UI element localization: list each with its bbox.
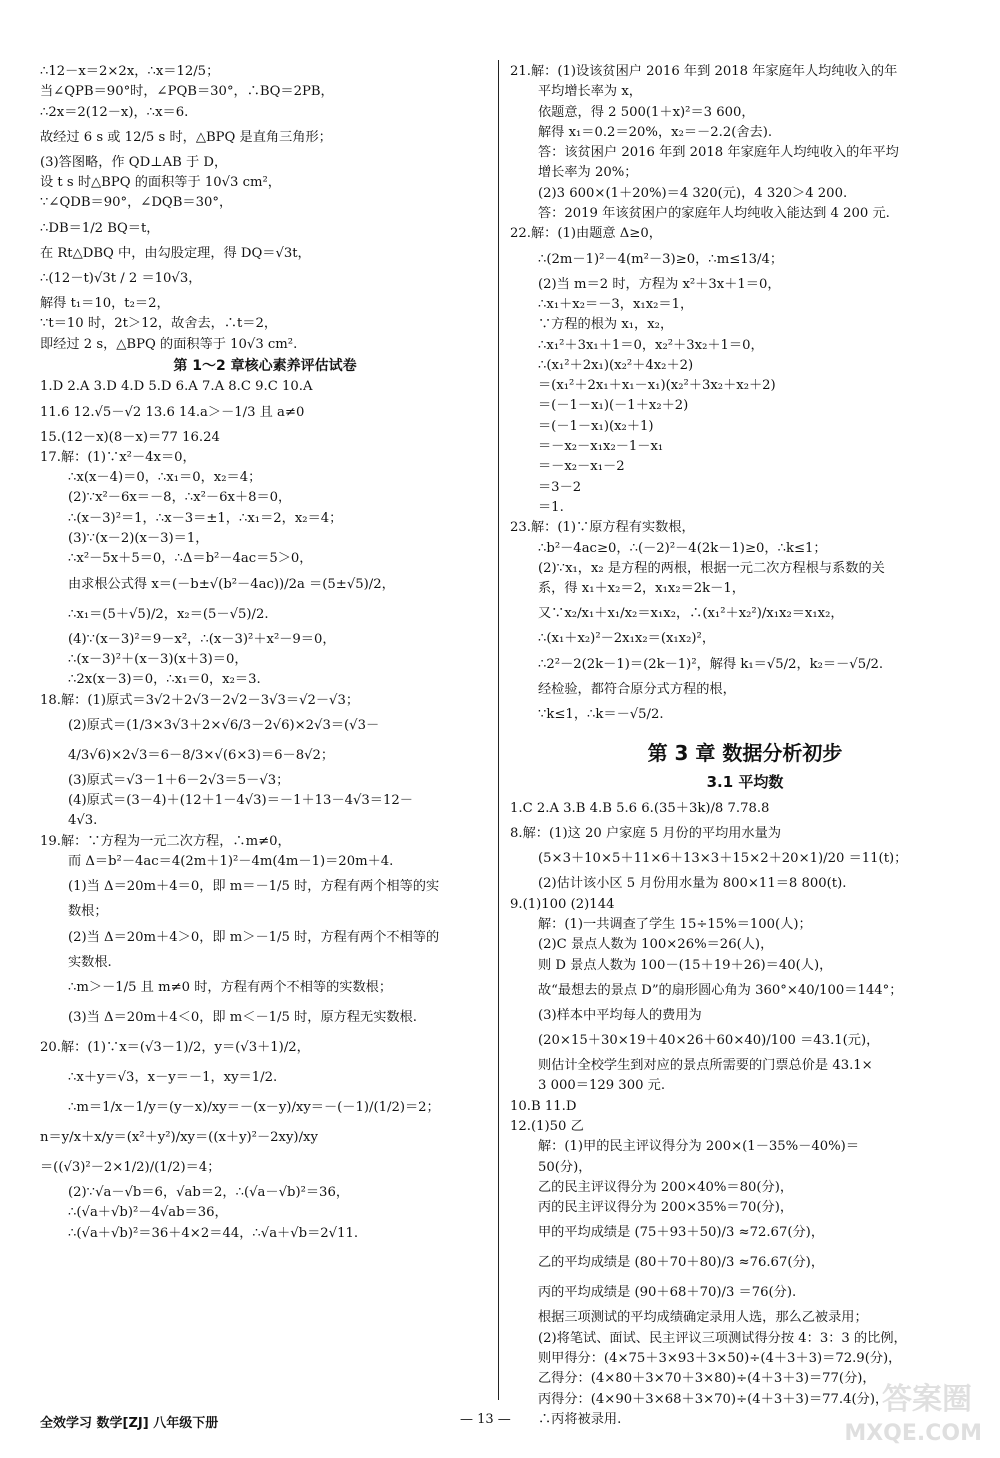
text-line: 丙的民主评议得分为 200×35%＝70(分)， (538, 1200, 794, 1216)
page-number: — 13 — (460, 1412, 511, 1427)
text-line: (2)∵x₁，x₂ 是方程的两根，根据一元二次方程根与系数的关 (538, 560, 885, 576)
text-line: ＝－x₂－x₁－2 (538, 459, 625, 475)
text-line: (4)∵(x－3)²＝9－x²，∴(x－3)²＋x²－9＝0， (68, 631, 336, 647)
watermark-url-text: MXQE.COM (844, 1421, 982, 1446)
text-line: 根据三项测试的平均成绩确定录用人选，那么乙被录用； (538, 1310, 868, 1326)
text-line: 1.D 2.A 3.D 4.D 5.D 6.A 7.A 8.C 9.C 10.A (40, 379, 313, 395)
text-line: 故“最想去的景点 D”的扇形圆心角为 360°×40/100＝144°； (538, 982, 903, 998)
text-line: 乙的平均成绩是 (80＋70＋80)/3 ≈76.67(分)， (538, 1255, 825, 1271)
text-line: ∴(√a＋√b)²＝36＋4×2＝44，∴√a＋√b＝2√11. (68, 1225, 359, 1241)
text-line: (1)当 Δ＝20m＋4＝0，即 m＝－1/5 时，方程有两个相等的实 (68, 879, 440, 895)
text-line: 增长率为 20%； (538, 165, 638, 181)
text-line: ∴2²－2(2k－1)＝(2k－1)²，解得 k₁＝√5/2，k₂＝－√5/2. (538, 656, 884, 672)
text-line: 解得 t₁＝10，t₂＝2， (40, 296, 170, 312)
watermark-logo (792, 1374, 982, 1446)
text-line: 19.解：∵方程为一元二次方程，∴m≠0， (40, 833, 291, 849)
text-line: 解：(1)一共调查了学生 15÷15%＝100(人)； (538, 916, 812, 932)
text-line: ∴(12－t)√3t / 2 ＝10√3， (40, 271, 202, 287)
text-line: (4)原式＝(3－4)＋(12＋1－4√3)＝－1＋13－4√3＝12－ (68, 793, 413, 809)
text-line: ∴(2m－1)²－4(m²－3)≥0，∴m≤13/4； (538, 251, 784, 267)
text-line: (2)∵x²－6x＝－8，∴x²－6x＋8＝0， (68, 490, 292, 506)
text-line: (2)当 m＝2 时，方程为 x²＋3x＋1＝0， (538, 276, 781, 292)
text-line: 系，得 x₁＋x₂＝2，x₁x₂＝2k－1， (538, 581, 745, 597)
text-line: 3.1 平均数 (706, 773, 784, 792)
text-line: 则估计全校学生到对应的景点所需要的门票总价是 43.1× (538, 1058, 873, 1074)
text-line: ＝(x₁²＋2x₁＋x₁－x₁)(x₂²＋3x₂＋x₂＋2) (538, 378, 776, 394)
text-line: ＝((√3)²－2×1/2)/(1/2)＝4； (40, 1159, 221, 1175)
text-line: ∴(x－3)²＋(x－3)(x＋3)＝0， (68, 651, 248, 667)
text-line: ∴x₁²＋3x₁＋1＝0，x₂²＋3x₂＋1＝0， (538, 337, 764, 353)
text-line: 15.(12－x)(8－x)＝77 16.24 (40, 429, 220, 445)
text-line: 甲的平均成绩是 (75＋93＋50)/3 ≈72.67(分)， (538, 1225, 825, 1241)
column-divider (498, 60, 499, 1400)
text-line: 第 1～2 章核心素养评估试卷 (173, 357, 357, 374)
text-line: 1.C 2.A 3.B 4.B 5.6 6.(35＋3k)/8 7.78.8 (510, 801, 770, 817)
text-line: 丙得分：(4×90＋3×68＋3×70)÷(4＋3＋3)＝77.4(分)， (538, 1391, 889, 1407)
text-line: 答：2019 年该贫困户的家庭年人均纯收入能达到 4 200 元. (538, 206, 890, 222)
text-line: 8.解：(1)这 20 户家庭 5 月份的平均用水量为 (510, 826, 782, 842)
text-line: (3)当 Δ＝20m＋4＜0，即 m＜－1/5 时，原方程无实数根. (68, 1009, 417, 1025)
text-line: ∴DB＝1/2 BQ＝t， (40, 220, 160, 236)
text-line: 乙的民主评议得分为 200×40%＝80(分)， (538, 1179, 794, 1195)
text-line: 又∵x₂/x₁＋x₁/x₂＝x₁x₂，∴(x₁²＋x₂²)/x₁x₂＝x₁x₂， (538, 606, 844, 622)
text-line: ＝(－1－x₁)(x₂＋1) (538, 418, 654, 434)
text-line: 在 Rt△DBQ 中，由勾股定理，得 DQ＝√3t， (40, 245, 311, 261)
text-line: ∴2x＝2(12－x)，∴x＝6. (40, 104, 189, 120)
text-line: ∴x(x－4)＝0，∴x₁＝0，x₂＝4； (68, 470, 262, 486)
text-line: 则 D 景点人数为 100－(15＋19＋26)＝40(人)， (538, 957, 833, 973)
text-line: 乙得分：(4×80＋3×70＋3×80)÷(4＋3＋3)＝77(分)， (538, 1371, 876, 1387)
text-line: 设 t s 时△BPQ 的面积等于 10√3 cm²， (40, 175, 281, 191)
text-line: 23.解：(1)∵原方程有实数根， (510, 520, 695, 536)
text-line: 平均增长率为 x， (538, 84, 642, 100)
text-line: (5×3＋10×5＋11×6＋13×3＋15×2＋20×1)/20 ＝11(t)； (538, 851, 908, 867)
text-line: ＝(－1－x₁)(－1＋x₂＋2) (538, 398, 689, 414)
text-line: 答：该贫困户 2016 年到 2018 年家庭年人均纯收入的年平均 (538, 145, 899, 161)
text-line: (3)∵(x－2)(x－3)＝1， (68, 531, 209, 547)
text-line: n＝y/x＋x/y＝(x²＋y²)/xy＝((x＋y)²－2xy)/xy (40, 1129, 318, 1145)
text-line: 21.解：(1)设该贫困户 2016 年到 2018 年家庭年人均纯收入的年 (510, 64, 898, 79)
text-line: ∵方程的根为 x₁，x₂， (538, 317, 674, 333)
text-line: 数根； (68, 904, 108, 920)
text-line: (3)样本中平均每人的费用为 (538, 1007, 702, 1023)
text-line: ＝－x₂－x₁x₂－1－x₁ (538, 439, 664, 455)
text-line: ∴12－x＝2×2x，∴x＝12/5； (40, 64, 220, 79)
text-line: 而 Δ＝b²－4ac＝4(2m＋1)²－4m(4m－1)＝20m＋4. (68, 854, 394, 870)
text-line: (2)将笔试、面试、民主评议三项测试得分按 4：3：3 的比例， (538, 1330, 907, 1346)
text-line: (3)原式＝√3－1＋6－2√3＝5－√3； (68, 772, 290, 788)
text-line: ∴x＋y＝√3，x－y＝－1，xy＝1/2. (68, 1069, 278, 1085)
text-line: ∴(x₁＋x₂)²－2x₁x₂＝(x₁x₂)²， (538, 631, 716, 647)
text-line: 20.解：(1)∵x＝(√3－1)/2，y＝(√3＋1)/2， (40, 1039, 310, 1055)
text-line: 由求根公式得 x＝(－b±√(b²－4ac))/2a ＝(5±√5)/2， (68, 576, 395, 592)
text-line: 即经过 2 s，△BPQ 的面积等于 10√3 cm². (40, 336, 298, 352)
text-line: ∴x₁＋x₂＝－3，x₁x₂＝1， (538, 296, 694, 312)
text-line: ＝3－2 (538, 479, 582, 495)
text-line: (2)C 景点人数为 100×26%＝26(人)， (538, 937, 774, 953)
text-line: 50(分)， (538, 1159, 592, 1175)
text-line: 经检验，都符合原分式方程的根， (538, 681, 736, 697)
text-line: 当∠QPB＝90°时，∠PQB＝30°，∴BQ＝2PB， (40, 84, 334, 100)
text-line: (2)估计该小区 5 月份用水量为 800×11＝8 800(t). (538, 876, 847, 892)
text-line: 11.6 12.√5－√2 13.6 14.a＞－1/3 且 a≠0 (40, 404, 305, 420)
text-line: ∴x²－5x＋5＝0，∴Δ＝b²－4ac＝5＞0， (68, 551, 313, 567)
text-line: (3)答图略，作 QD⊥AB 于 D， (40, 154, 228, 170)
text-line: 17.解：(1)∵x²－4x＝0， (40, 449, 196, 465)
text-line: 10.B 11.D (510, 1098, 577, 1114)
right-column (510, 62, 980, 1427)
text-line: ∴x₁＝(5＋√5)/2，x₂＝(5－√5)/2. (68, 606, 269, 622)
text-line: 则甲得分：(4×75＋3×93＋3×50)÷(4＋3＋3)＝72.9(分)， (538, 1351, 902, 1367)
text-line: ＝1. (538, 499, 564, 515)
text-line: ∴b²－4ac≥0，∴(－2)²－4(2k－1)≥0，∴k≤1； (538, 540, 827, 556)
text-line: (2)当 Δ＝20m＋4＞0，即 m＞－1/5 时，方程有两个不相等的 (68, 929, 440, 945)
text-line: (20×15＋30×19＋40×26＋60×40)/100 ＝43.1(元)， (538, 1033, 880, 1049)
text-line: ∴m＞－1/5 且 m≠0 时，方程有两个不相等的实数根； (68, 979, 393, 995)
text-line: (2)∵√a－√b＝6，√ab＝2，∴(√a－√b)²＝36， (68, 1184, 350, 1200)
text-line: (2)3 600×(1＋20%)＝4 320(元)，4 320＞4 200. (538, 185, 848, 201)
left-column (40, 62, 490, 1412)
text-line: 故经过 6 s 或 12/5 s 时，△BPQ 是直角三角形； (40, 129, 332, 145)
text-line: (2)原式＝(1/3×3√3＋2×√6/3－2√6)×2√3＝(√3－ (68, 717, 380, 733)
text-line: ∵∠QDB＝90°，∠DQB＝30°， (40, 195, 233, 211)
text-line: 4√3. (68, 813, 98, 829)
text-line: ∴m＝1/x－1/y＝(y－x)/xy＝－(x－y)/xy＝－(－1)/(1/2)＝2； (68, 1099, 440, 1115)
text-line: ∴丙将被录用. (538, 1411, 622, 1427)
text-line: 22.解：(1)由题意 Δ≥0， (510, 226, 662, 242)
text-line: 12.(1)50 乙 (510, 1118, 584, 1134)
text-line: 解：(1)甲的民主评议得分为 200×(1－35%－40%)＝ (538, 1139, 860, 1155)
text-line: 丙的平均成绩是 (90＋68＋70)/3 ＝76(分). (538, 1285, 797, 1301)
text-line: 18.解：(1)原式＝3√2＋2√3－2√2－3√3＝√2－√3； (40, 692, 360, 708)
text-line: 9.(1)100 (2)144 (510, 896, 615, 912)
text-line: ∴(x－3)²＝1，∴x－3＝±1，∴x₁＝2，x₂＝4； (68, 510, 343, 526)
book-title: 全效学习 数学[ZJ] 八年级下册 (40, 1416, 219, 1431)
text-line: ∴(√a＋√b)²－4√ab＝36， (68, 1205, 228, 1221)
text-line: 第 3 章 数据分析初步 (647, 741, 843, 766)
watermark-top-text: 答案圈 (882, 1382, 972, 1417)
text-line: ∴(x₁²＋2x₁)(x₂²＋4x₂＋2) (538, 357, 694, 373)
text-line: ∵k≤1，∴k＝－√5/2. (538, 707, 664, 723)
text-line: ∴2x(x－3)＝0，∴x₁＝0，x₂＝3. (68, 672, 261, 688)
text-line: 依题意，得 2 500(1＋x)²＝3 600， (538, 104, 755, 120)
text-line: 4/3√6)×2√3＝6－8/3×√(6×3)＝6－8√2； (68, 747, 335, 763)
text-line: 3 000＝129 300 元. (538, 1078, 666, 1094)
text-line: 解得 x₁＝0.2＝20%，x₂＝－2.2(舍去). (538, 124, 773, 140)
text-line: ∵t＝10 时，2t＞12，故舍去，∴t＝2， (40, 316, 278, 332)
text-line: 实数根. (68, 954, 112, 970)
